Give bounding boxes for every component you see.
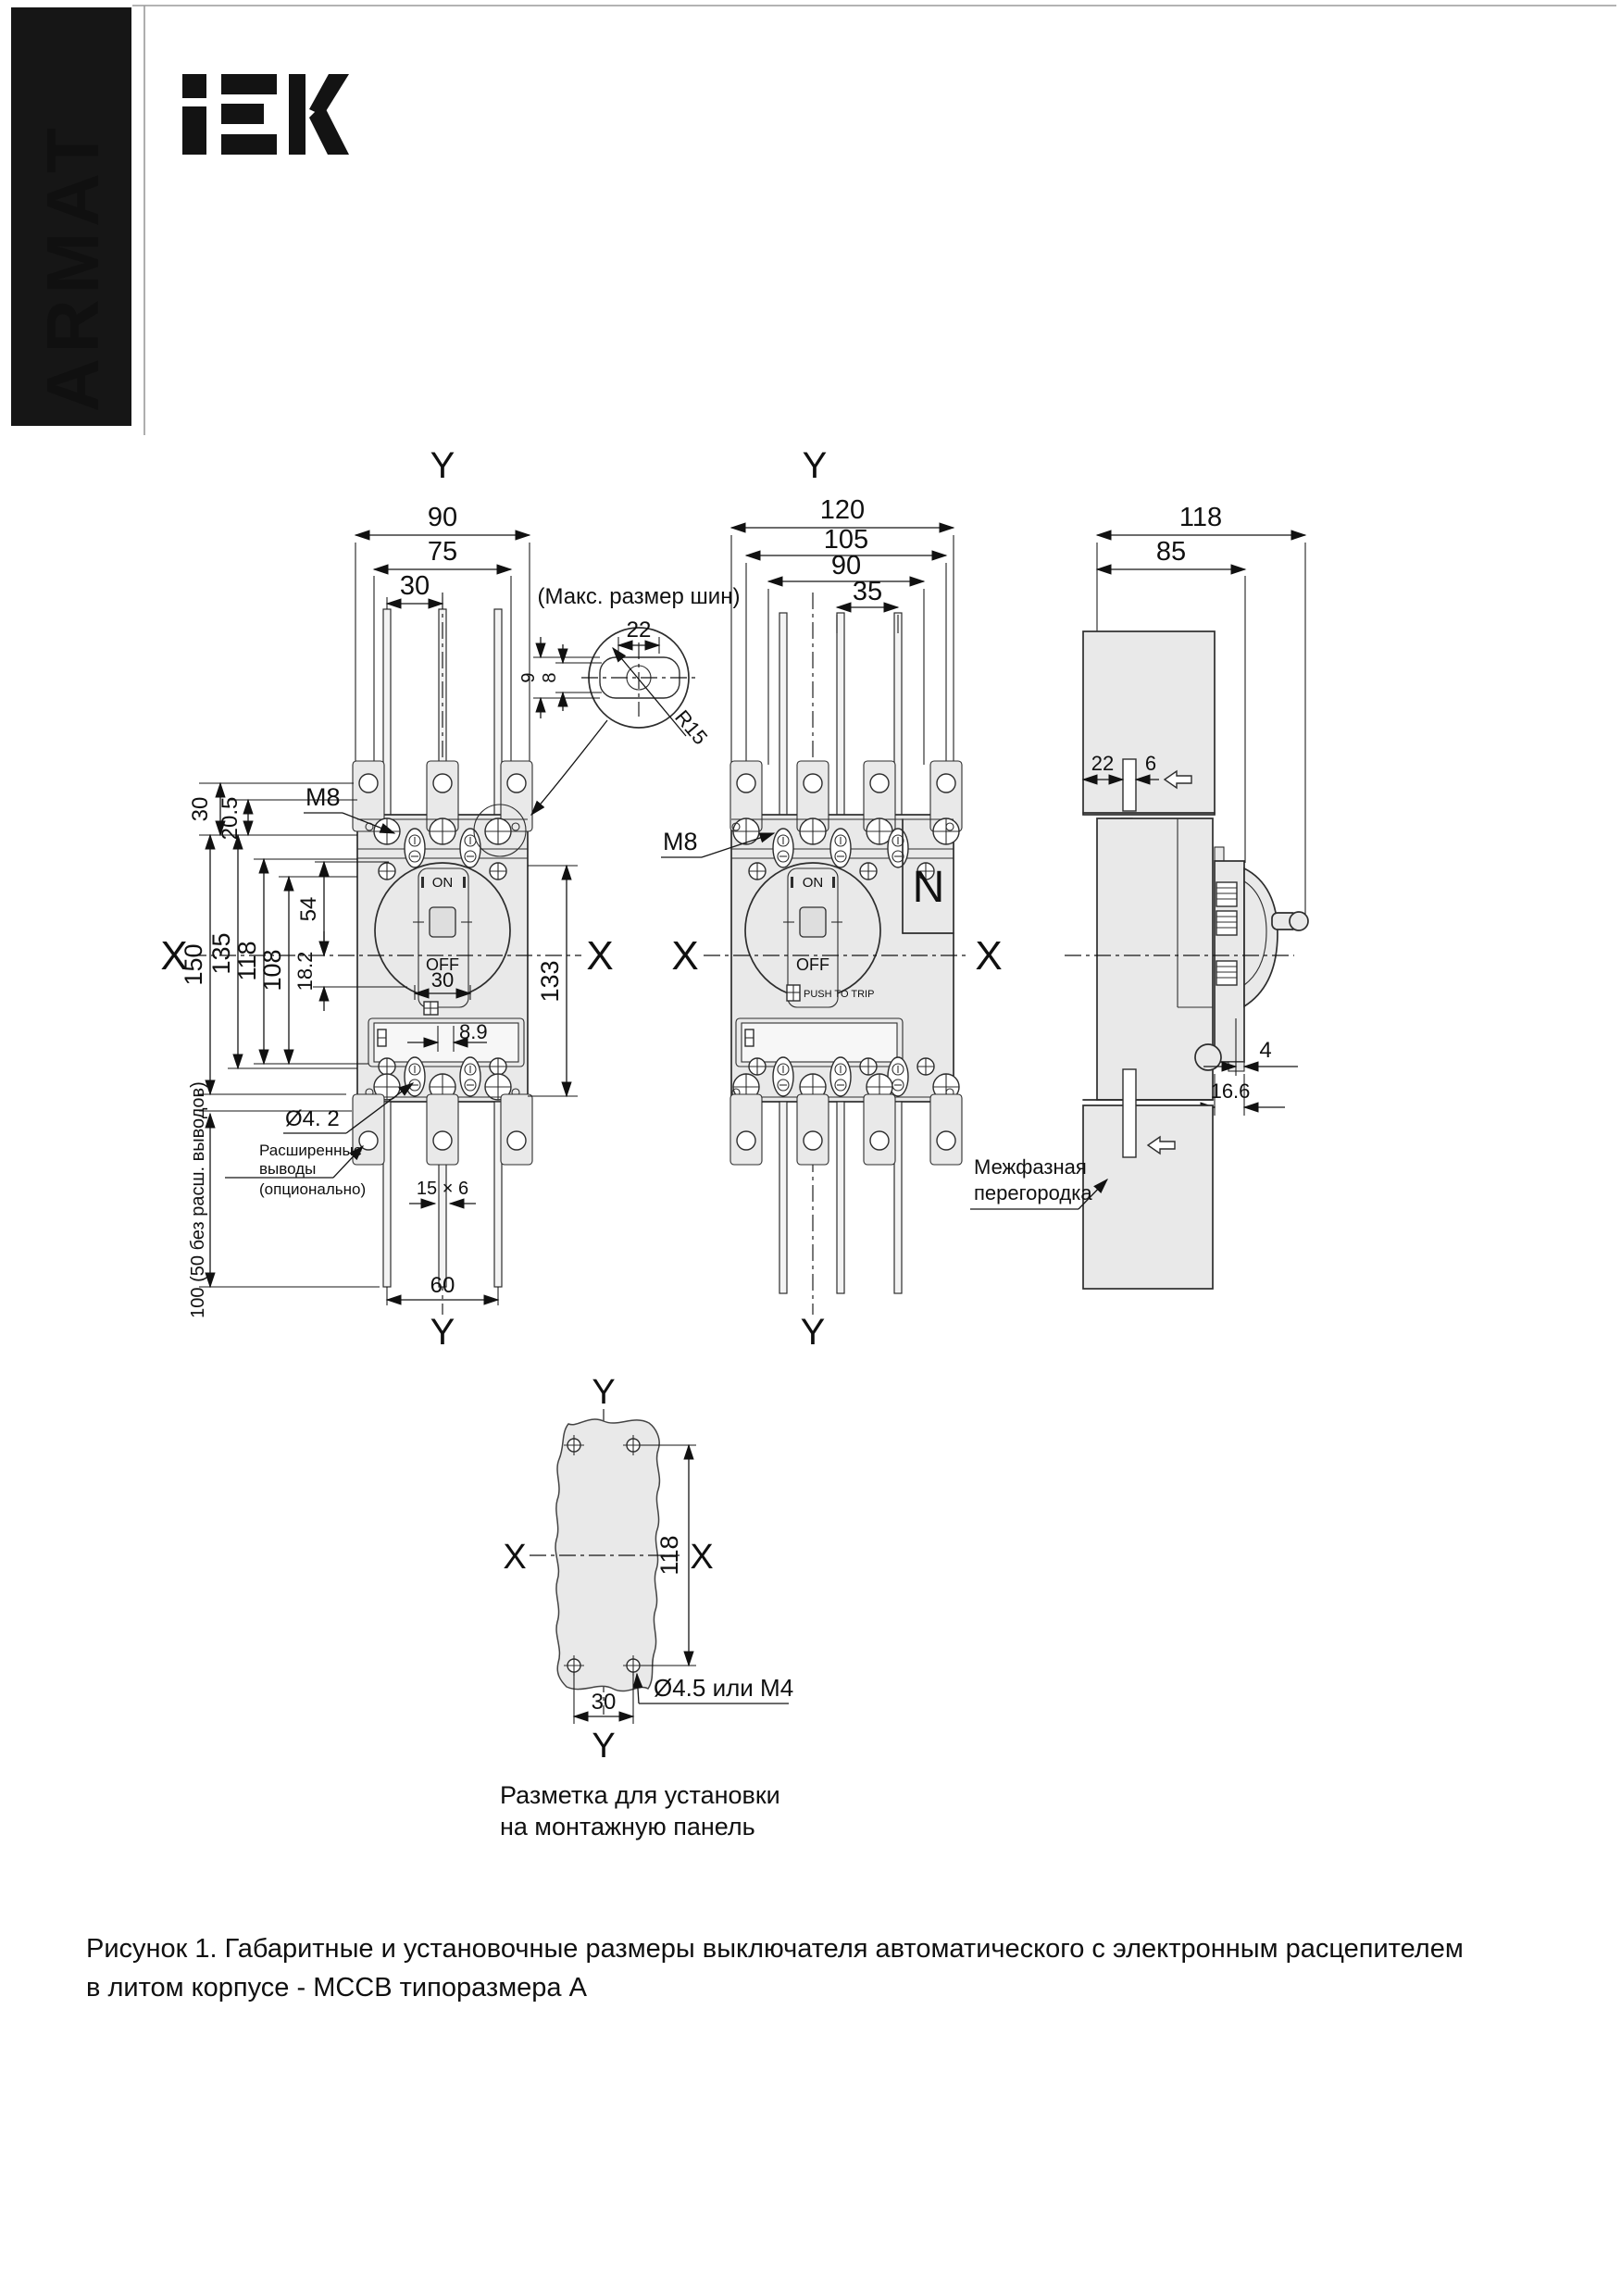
side-view [970,503,1308,1289]
axis-y-bottom-label-4p: Y [800,1312,826,1353]
panel-caption-line2: на монтажную панель [500,1813,755,1841]
dim-108: 108 [258,949,286,992]
ext-terminals-line1: Расширенные [259,1142,363,1159]
ext-terminals-line2: выводы [259,1160,317,1178]
dim-16-6: 16.6 [1210,1079,1251,1103]
page-border [132,6,1616,435]
m8-label: M8 [305,783,341,811]
axis-x-left-label-4p: X [671,933,699,979]
dim-30-handle: 30 [430,968,455,992]
axis-y-bottom-label: Y [430,1312,455,1353]
dim-118-side: 118 [1178,503,1223,532]
m8-label-4p: M8 [663,828,698,855]
axis-x-right-label: X [586,933,614,979]
front-view-4p [661,445,1003,1353]
front-view-3p [160,445,613,1353]
figure-caption-line1: Рисунок 1. Габаритные и установочные размеры выключателя автоматического с электронным расцепителем [86,1934,1464,1964]
dim-8-9: 8.9 [459,1020,488,1043]
dim-135: 135 [207,932,235,975]
push-to-trip-label: PUSH TO TRIP [804,989,875,1000]
detail-title: (Макс. размер шин) [537,584,741,609]
dim-18-2: 18.2 [293,951,317,992]
dim-54: 54 [296,896,321,922]
panel-axis-y-bottom: Y [592,1727,616,1766]
dim-dia-4-2: Ø4. 2 [285,1106,340,1131]
dim-35: 35 [852,577,883,606]
n-pole-label: N [912,863,945,912]
axis-x-right-label-4p: X [975,933,1003,979]
barrier-label-line2: перегородка [974,1181,1092,1204]
figure-caption-line2: в литом корпусе - МССВ типоразмера А [86,1973,587,2003]
detail-dim-r15: R15 [670,705,713,750]
vent-grille [1216,882,1237,985]
dim-133: 133 [536,960,564,1003]
dim-85: 85 [1155,537,1187,567]
panel-hole-label: Ø4.5 или М4 [654,1674,794,1702]
dim-90: 90 [427,503,458,532]
figure-caption [86,1934,1464,2003]
dim-6-side: 6 [1144,752,1157,775]
iek-logo [182,74,349,155]
axis-y-top-label: Y [430,445,455,486]
ext-terminals-line3: (опционально) [259,1180,367,1198]
dim-120: 120 [819,495,866,525]
detail-dim-22: 22 [626,618,652,643]
dim-105-4p: 105 [823,525,869,555]
dim-4: 4 [1259,1038,1272,1063]
mounting-panel-layout [500,1373,793,1841]
detail-dim-9: 9 [518,672,539,683]
dim-100-ext: 100 (50 без расш. выводов) [188,1081,208,1318]
dim-15x6: 15 × 6 [416,1179,469,1199]
dim-20-5: 20.5 [218,796,243,841]
dim-75: 75 [427,537,458,567]
brand-vertical-label: ARMAT [31,122,114,412]
off-label: OFF [426,955,459,974]
panel-dim-118: 118 [655,1535,683,1576]
panel-axis-x-left: X [503,1538,527,1577]
dim-22-side: 22 [1091,752,1115,775]
dim-150: 150 [180,943,207,986]
dim-118: 118 [233,941,261,981]
on-label: ON [431,875,454,891]
busbar-detail [518,584,740,815]
panel-caption-line1: Разметка для установки [500,1781,780,1809]
dim-30-top: 30 [399,571,430,601]
panel-axis-x-right: X [690,1538,714,1577]
panel-dim-30: 30 [591,1690,617,1715]
dim-60: 60 [430,1273,455,1298]
detail-dim-8: 8 [540,672,560,683]
axis-x-left-label: X [160,933,188,979]
armat-banner [11,7,131,426]
barrier-label-line1: Межфазная [974,1155,1087,1179]
off-label-4p: OFF [796,955,829,974]
panel-axis-y-top: Y [592,1373,616,1412]
on-label-4p: ON [802,875,824,891]
axis-y-top-label-4p: Y [802,445,828,486]
dim-30-left: 30 [188,796,213,822]
dim-90-4p: 90 [830,551,862,580]
